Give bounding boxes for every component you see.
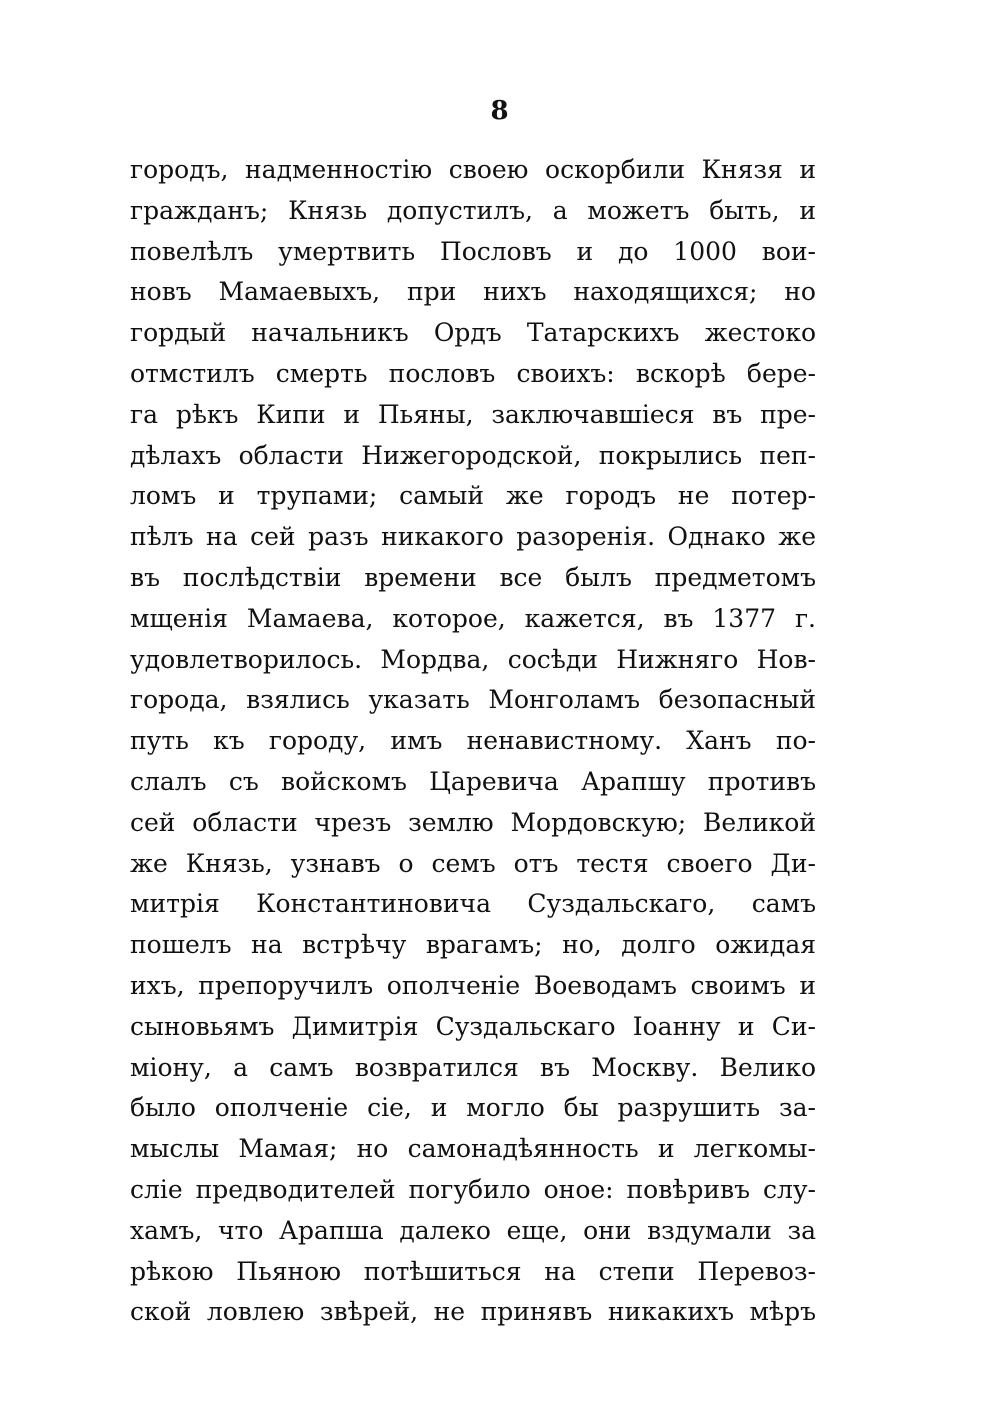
text-line: гражданъ; Князь допустилъ, а можетъ быть, и bbox=[130, 195, 816, 225]
page-number: 8 bbox=[490, 96, 510, 126]
text-line: мыслы Мамая; но самонадѣянность и легкомы- bbox=[130, 1134, 816, 1164]
text-line: городъ, надменностію своею оскорбили Князя и bbox=[130, 155, 816, 184]
text-line: сыновьямъ Димитрія Суздальскаго Іоанну и Си- bbox=[130, 1011, 816, 1041]
text-line: въ послѣдствіи времени все былъ предметомъ bbox=[130, 562, 816, 592]
text-line: ихъ, препоручилъ ополченіе Воеводамъ своимъ и bbox=[130, 970, 816, 1000]
text-line: дѣлахъ области Нижегородской, покрылись пеп- bbox=[130, 440, 816, 470]
text-line: было ополченіе сіе, и могло бы разрушить за- bbox=[130, 1093, 816, 1123]
text-line: же Князь, узнавъ о семъ отъ тестя своего Ди- bbox=[130, 848, 816, 878]
text-line: сей области чрезъ землю Мордовскую; Великой bbox=[130, 807, 816, 837]
text-line: пошелъ на встрѣчу врагамъ; но, долго ожидая bbox=[130, 930, 816, 960]
text-line: митрія Константиновича Суздальскаго, самъ bbox=[130, 889, 816, 919]
text-line: города, взялись указать Монголамъ безопасный bbox=[130, 685, 816, 715]
text-line: га рѣкъ Кипи и Пьяны, заключавшіеся въ пре- bbox=[130, 399, 816, 429]
text-line: сліе предводителей погубило оное: повѣривъ слу- bbox=[130, 1174, 816, 1204]
text-line: хамъ, что Арапша далеко еще, они вздумали за bbox=[130, 1215, 816, 1245]
text-line: новъ Мамаевыхъ, при нихъ находящихся; но bbox=[130, 277, 816, 307]
text-line: слалъ съ войскомъ Царевича Арапшу противъ bbox=[130, 766, 816, 796]
text-line: пѣлъ на сей разъ никакого разоренія. Однако же bbox=[130, 522, 816, 552]
text-line: повелѣлъ умертвить Пословъ и до 1000 вои- bbox=[130, 236, 816, 266]
text-line: ской ловлею звѣрей, не принявъ никакихъ мѣръ bbox=[130, 1297, 816, 1327]
body-text bbox=[130, 150, 816, 1333]
text-line: рѣкою Пьяною потѣшиться на степи Перевоз- bbox=[130, 1256, 816, 1286]
text-line: мщенія Мамаева, которое, кажется, въ 1377 г. bbox=[130, 603, 816, 633]
text-line: гордый начальникъ Ордъ Татарскихъ жестоко bbox=[130, 318, 816, 348]
text-line: ломъ и трупами; самый же городъ не потер- bbox=[130, 481, 816, 511]
text-line: отмстилъ смерть пословъ своихъ: вскорѣ бере- bbox=[130, 358, 816, 388]
text-line: удовлетворилось. Мордва, сосѣди Нижняго Нов- bbox=[130, 644, 816, 674]
text-line: путь къ городу, имъ ненавистному. Ханъ по- bbox=[130, 726, 816, 756]
text-line: міону, а самъ возвратился въ Москву. Велико bbox=[130, 1052, 816, 1082]
